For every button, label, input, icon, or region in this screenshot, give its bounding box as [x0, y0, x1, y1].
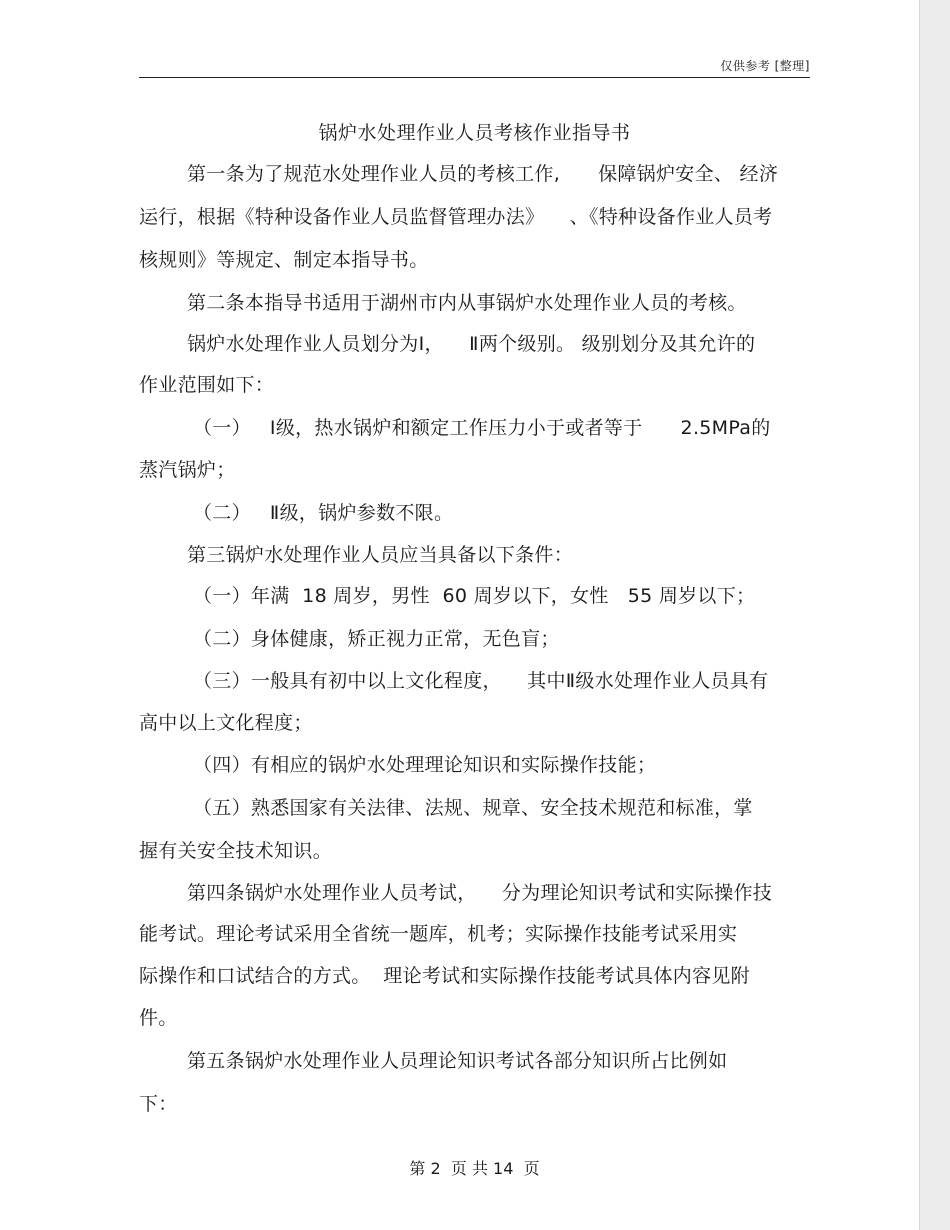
body-line: 锅炉水处理作业人员划分为Ⅰ， Ⅱ两个级别。 级别划分及其允许的	[187, 333, 756, 355]
body-line: 第二条本指导书适用于湖州市内从事锅炉水处理作业人员的考核。	[187, 292, 747, 314]
header-divider	[139, 77, 810, 78]
body-line: 能考试。理论考试采用全省统一题库，机考；实际操作技能考试采用实	[139, 923, 738, 945]
body-line: 第三锅炉水处理作业人员应当具备以下条件：	[187, 544, 574, 566]
body-line: 下：	[139, 1093, 178, 1115]
body-line: （五）熟悉国家有关法律、法规、规章、安全技术规范和标准，掌	[193, 797, 753, 819]
body-line: （四）有相应的锅炉水处理理论知识和实际操作技能；	[193, 754, 657, 776]
document-title: 锅炉水处理作业人员考核作业指导书	[318, 122, 631, 144]
body-line: 第五条锅炉水处理作业人员理论知识考试各部分知识所占比例如	[187, 1050, 728, 1072]
body-line: 高中以上文化程度；	[139, 712, 313, 734]
header-note: 仅供参考 [整理]	[720, 59, 810, 73]
body-line: 核规则》等规定、制定本指导书。	[139, 249, 429, 271]
body-line: 际操作和口试结合的方式。 理论考试和实际操作技能考试具体内容见附	[139, 965, 750, 987]
body-line: （三）一般具有初中以上文化程度， 其中Ⅱ级水处理作业人员具有	[193, 670, 769, 692]
page-number: 第 2 页 共 14 页	[409, 1159, 540, 1178]
body-line: （一）年满 18 周岁，男性 60 周岁以下，女性 55 周岁以下；	[193, 585, 756, 607]
body-line: （二） Ⅱ级，锅炉参数不限。	[193, 502, 454, 524]
body-line: （二）身体健康，矫正视力正常，无色盲；	[193, 628, 560, 650]
body-line: 握有关安全技术知识。	[139, 840, 333, 862]
viewer-background	[920, 0, 950, 1230]
body-line: 第四条锅炉水处理作业人员考试， 分为理论知识考试和实际操作技	[187, 882, 773, 904]
body-line: 蒸汽锅炉；	[139, 459, 236, 481]
body-line: 件。	[139, 1007, 178, 1029]
body-line: 第一条为了规范水处理作业人员的考核工作, 保障锅炉安全、 经济	[187, 163, 779, 185]
body-line: 运行，根据《特种设备作业人员监督管理办法》 、《特种设备作业人员考	[139, 206, 773, 228]
body-line: （一） Ⅰ级，热水锅炉和额定工作压力小于或者等于 2.5MPa的	[193, 417, 771, 439]
body-line: 作业范围如下：	[139, 374, 275, 396]
